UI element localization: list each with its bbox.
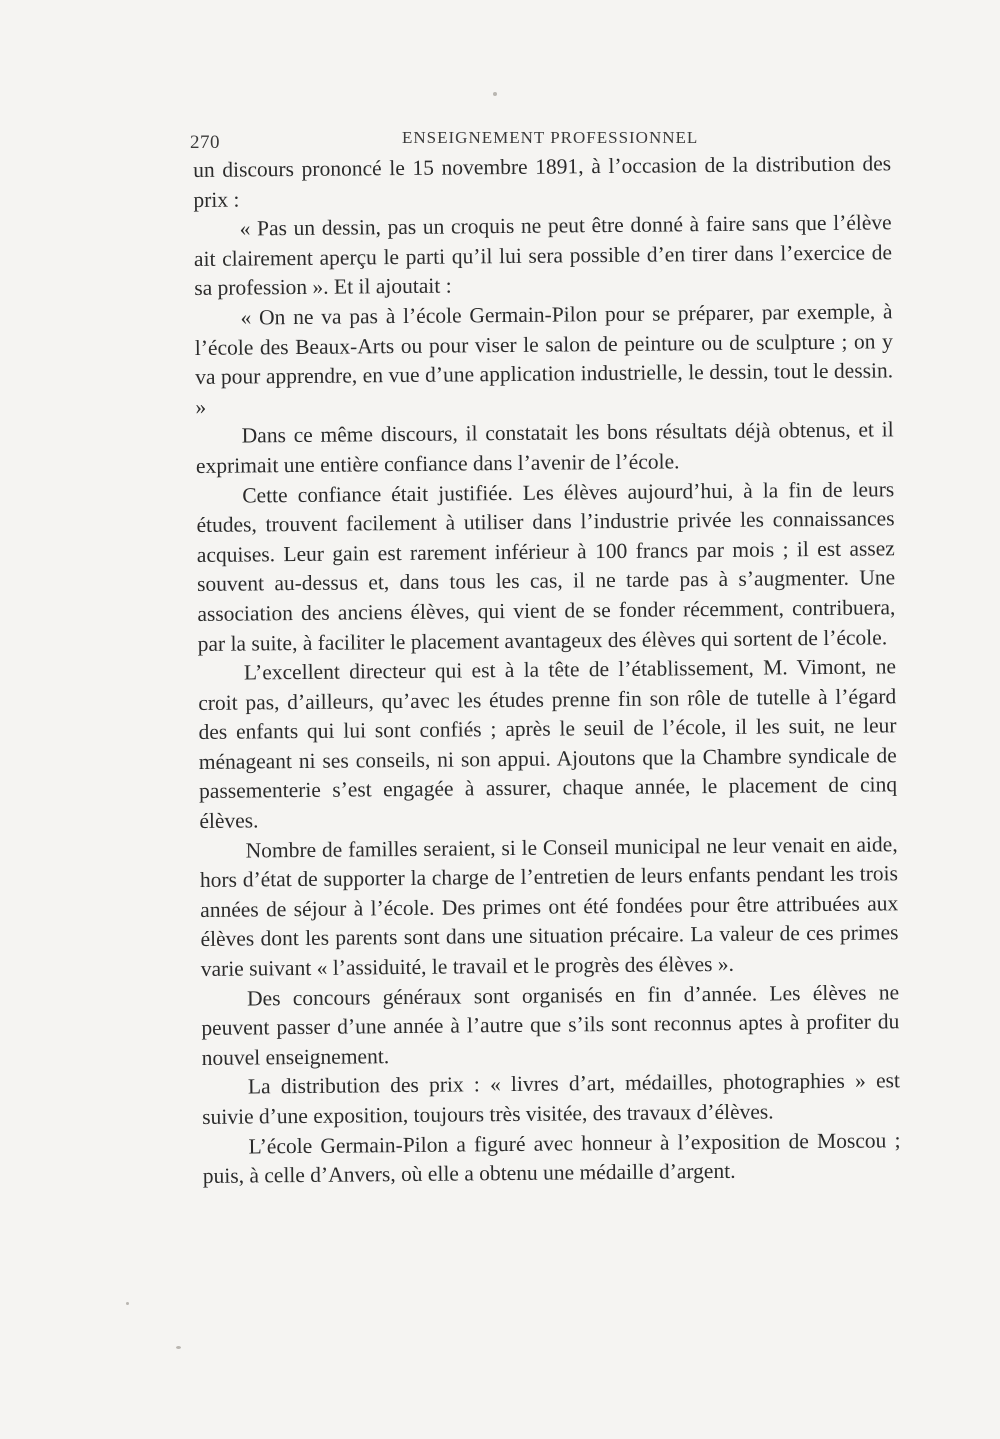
paragraph: Nombre de familles seraient, si le Conseil municipal ne leur venait en aide, hors d’état de supporter la charge de l’entretien de leurs enfants pendant les trois années de séjour à l’école. Des primes ont été fondées pour être attribuées aux élèves dont les parents sont dans une situation précaire. La valeur de ces primes varie suivant « l’assiduité, le travail et le progrès des élèves ».: [199, 831, 899, 981]
paragraph: L’excellent directeur qui est à la tête de l’établissement, M. Vimont, ne croit pas, d’ailleurs, qu’avec les études prenne fin son rôle de tutelle à l’égard des enfants qui lui sont confiés ; après le seuil de l’école, il les suit, ne leur ménageant ni ses conseils, ni son appui. Ajoutons que la Chambre syndicale de passementerie s’est engagée à assurer, chaque année, le placement de cinq élèves.: [198, 654, 898, 834]
running-head: ENSEIGNEMENT PROFESSIONNEL: [402, 128, 699, 147]
paper-speck: [493, 92, 497, 96]
paper-speck: [176, 1346, 181, 1349]
paper-speck: [126, 1302, 129, 1305]
paragraph: Des concours généraux sont organisés en fin d’année. Les élèves ne peuvent passer d’une année à l’autre que s’ils sont reconnus aptes à profiter du nouvel enseignement.: [201, 979, 900, 1070]
paragraph: Dans ce même discours, il constatait les bons résultats déjà obtenus, et il exprimait une entière confiance dans l’avenir de l’école.: [195, 417, 894, 478]
paragraph: Cette confiance était justifiée. Les élèves aujourd’hui, à la fin de leurs études, trouvent facilement à utiliser dans l’industrie privée les connaissances acquises. Leur gain est rarement inférieur à 100 francs par mois ; il est assez souvent au-dessus et, dans tous les cas, il ne tarde pas à s’augmenter. Une association des anciens élèves, qui vient de se fonder récemment, contribuera, par la suite, à faciliter le placement avantageux des élèves qui sortent de l’école.: [196, 476, 896, 656]
paragraph-quote: « Pas un dessin, pas un croquis ne peut être donné à faire sans que l’élève ait clairement aperçu le parti qu’il lui sera possible d’en tirer dans l’exercice de sa profession ». Et il ajoutait :: [193, 210, 893, 301]
paragraph-quote: « On ne va pas à l’école Germain-Pilon pour se préparer, par exemple, à l’école des Beaux-Arts ou pour viser le salon de peinture ou de sculpture ; on y va pour apprendre, en vue d’une application industrielle, le dessin, tout le dessin. »: [194, 299, 894, 419]
body-text: [193, 149, 901, 1191]
paragraph: L’école Germain-Pilon a figuré avec honneur à l’exposition de Moscou ; puis, à celle d’Anvers, où elle a obtenu une médaille d’argent.: [202, 1127, 901, 1189]
paragraph: un discours prononcé le 15 novembre 1891, à l’occasion de la distribution des prix :: [193, 151, 892, 212]
page-number: 270: [190, 132, 220, 153]
paragraph: La distribution des prix : « livres d’art, médailles, photographies » est suivie d’une exposition, toujours très visitée, des travaux d’élèves.: [202, 1068, 901, 1129]
